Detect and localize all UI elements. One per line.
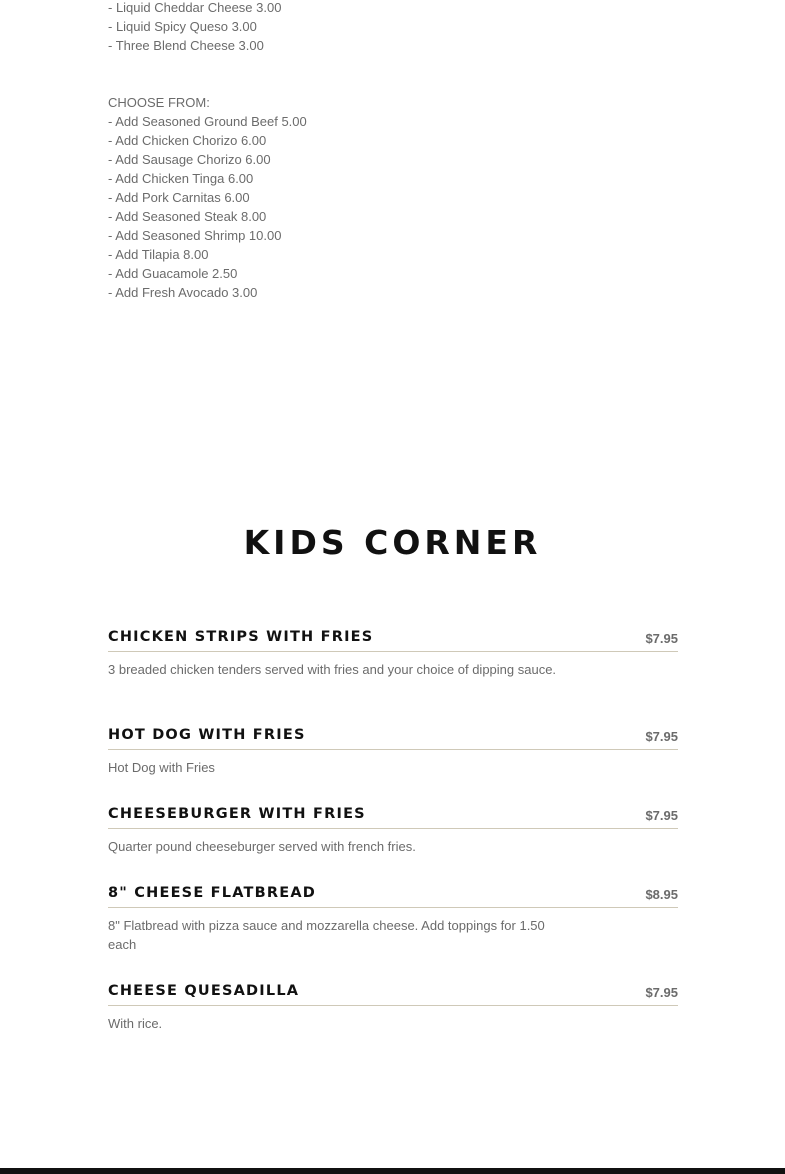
choose-from-list [108, 93, 307, 302]
addon-option: - Add Seasoned Shrimp 10.00 [108, 228, 282, 243]
addon-option: - Liquid Spicy Queso 3.00 [108, 19, 257, 34]
addon-option: - Three Blend Cheese 3.00 [108, 38, 264, 53]
menu-item-cheese-quesadilla [108, 981, 678, 1033]
addon-option: - Add Seasoned Steak 8.00 [108, 209, 267, 224]
menu-item-hot-dog [108, 725, 678, 777]
menu-item-chicken-strips [108, 627, 678, 679]
menu-item-description: With rice. [108, 1016, 163, 1031]
addon-option: - Add Tilapia 8.00 [108, 247, 209, 262]
menu-item-name: 8" CHEESE FLATBREAD [108, 885, 316, 901]
menu-item-description: Hot Dog with Fries [108, 760, 215, 775]
menu-item-header [108, 627, 678, 652]
menu-item-header [108, 725, 678, 750]
menu-item-description: Quarter pound cheeseburger served with french fries. [108, 839, 416, 854]
menu-item-description: 3 breaded chicken tenders served with fries and your choice of dipping sauce. [108, 662, 557, 677]
menu-item-name: CHICKEN STRIPS WITH FRIES [108, 629, 374, 645]
menu-item-cheese-flatbread [108, 883, 678, 954]
menu-item-name: CHEESE QUESADILLA [108, 983, 300, 999]
menu-item-header [108, 883, 678, 908]
addon-option: - Add Seasoned Ground Beef 5.00 [108, 114, 307, 129]
footer-bar [0, 1168, 785, 1174]
addon-option: - Liquid Cheddar Cheese 3.00 [108, 0, 282, 15]
addon-option: - Add Sausage Chorizo 6.00 [108, 152, 271, 167]
addon-option: - Add Pork Carnitas 6.00 [108, 190, 250, 205]
menu-item-name: CHEESEBURGER WITH FRIES [108, 806, 366, 822]
menu-item-header [108, 804, 678, 829]
menu-item-price: $8.95 [645, 887, 678, 902]
addon-option: - Add Guacamole 2.50 [108, 266, 238, 281]
menu-item-header [108, 981, 678, 1006]
menu-item-price: $7.95 [645, 985, 678, 1000]
addon-option: - Add Fresh Avocado 3.00 [108, 285, 258, 300]
menu-item-description: 8" Flatbread with pizza sauce and mozzarella cheese. Add toppings for 1.50 each [108, 918, 545, 952]
menu-item-price: $7.95 [645, 729, 678, 744]
cheese-options-list [108, 0, 281, 55]
menu-item-cheeseburger [108, 804, 678, 856]
choose-from-heading: CHOOSE FROM: [108, 95, 210, 110]
addon-option: - Add Chicken Tinga 6.00 [108, 171, 254, 186]
menu-item-name: HOT DOG WITH FRIES [108, 727, 306, 743]
menu-item-price: $7.95 [645, 631, 678, 646]
addon-option: - Add Chicken Chorizo 6.00 [108, 133, 267, 148]
menu-item-price: $7.95 [645, 808, 678, 823]
kids-corner-title: KIDS CORNER [243, 523, 542, 562]
